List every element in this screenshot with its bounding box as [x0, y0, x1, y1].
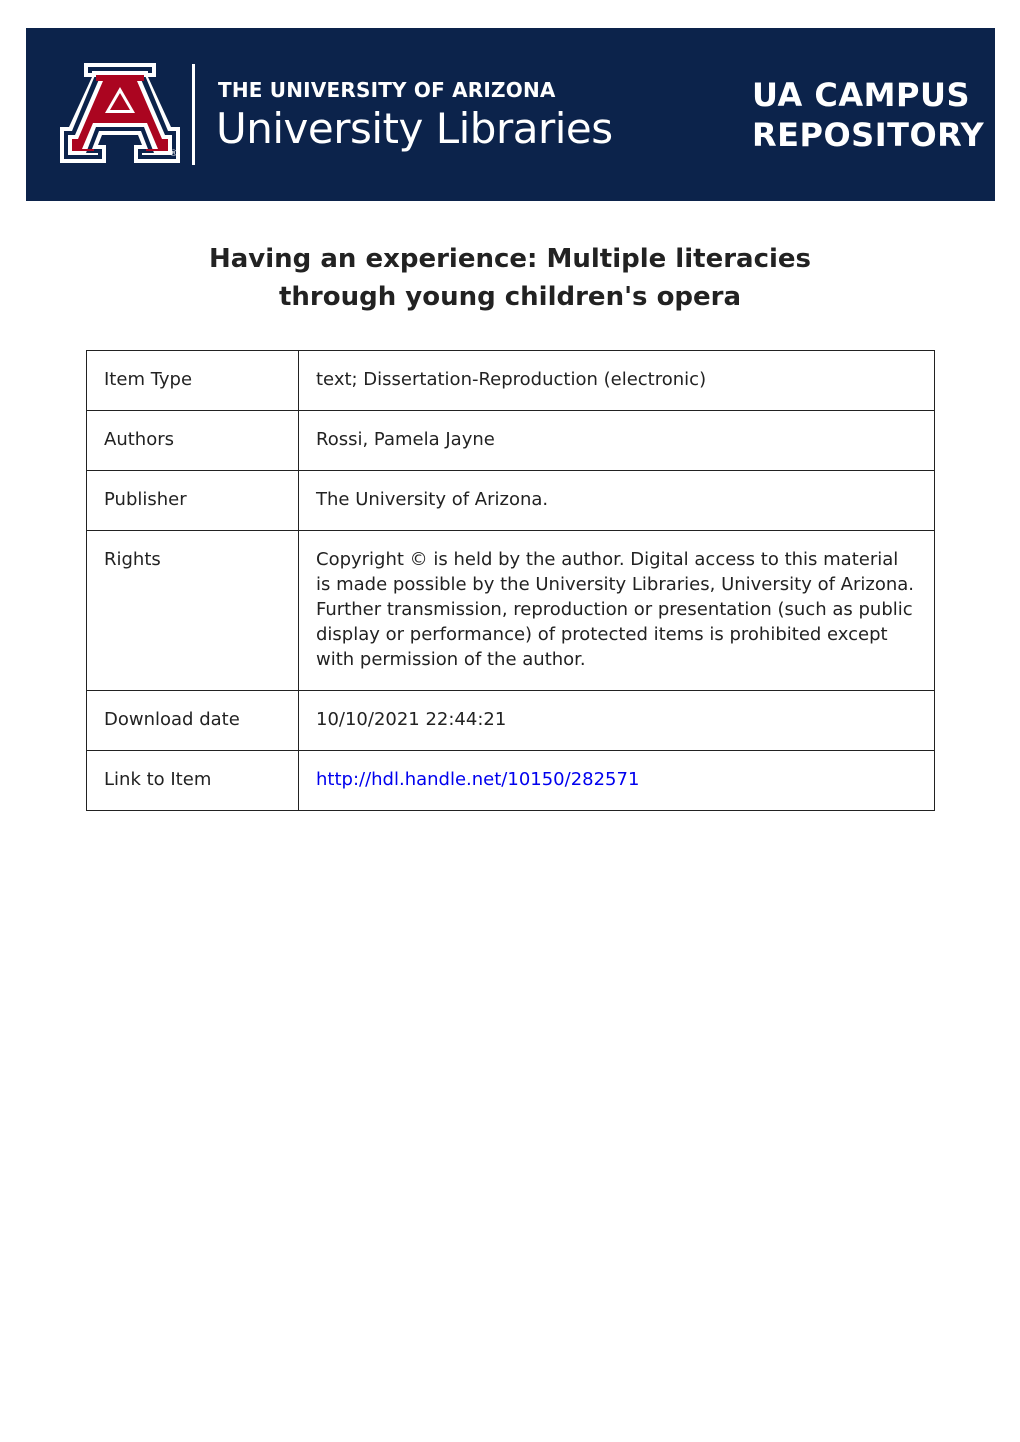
metadata-label: Download date: [87, 691, 299, 751]
metadata-label: Item Type: [87, 351, 299, 411]
metadata-row-item-type: [87, 351, 935, 411]
metadata-row-download-date: [87, 691, 935, 751]
metadata-label: Publisher: [87, 471, 299, 531]
metadata-table: [86, 350, 935, 811]
arizona-a-logo-icon: [58, 63, 182, 167]
metadata-label: Link to Item: [87, 751, 299, 811]
banner-divider: [192, 64, 195, 165]
metadata-value: The University of Arizona.: [299, 471, 935, 531]
metadata-row-publisher: [87, 471, 935, 531]
document-title: [0, 240, 1020, 316]
metadata-value: [299, 751, 935, 811]
document-title-line1: Having an experience: Multiple literacies: [209, 244, 811, 274]
registered-mark-icon: ®: [169, 149, 178, 159]
university-name: THE UNIVERSITY OF ARIZONA: [218, 78, 556, 102]
metadata-label: Rights: [87, 531, 299, 691]
metadata-row-rights: [87, 531, 935, 691]
repository-name-line1: UA CAMPUS: [752, 76, 970, 114]
item-link[interactable]: http://hdl.handle.net/10150/282571: [316, 769, 640, 790]
metadata-row-authors: [87, 411, 935, 471]
metadata-row-link: [87, 751, 935, 811]
repository-name-line2: REPOSITORY: [752, 116, 985, 154]
header-banner: [26, 28, 995, 201]
metadata-value: text; Dissertation-Reproduction (electronic): [299, 351, 935, 411]
metadata-value: Copyright © is held by the author. Digital access to this material is made possible by the University Libraries, University of Arizona. Further transmission, reproduction or presentation (such as public display or performance) of protected items is prohibited except with permission of the author.: [299, 531, 935, 691]
metadata-value: 10/10/2021 22:44:21: [299, 691, 935, 751]
metadata-label: Authors: [87, 411, 299, 471]
library-name: University Libraries: [216, 104, 613, 153]
document-title-line2: through young children's opera: [278, 282, 742, 312]
metadata-value: Rossi, Pamela Jayne: [299, 411, 935, 471]
